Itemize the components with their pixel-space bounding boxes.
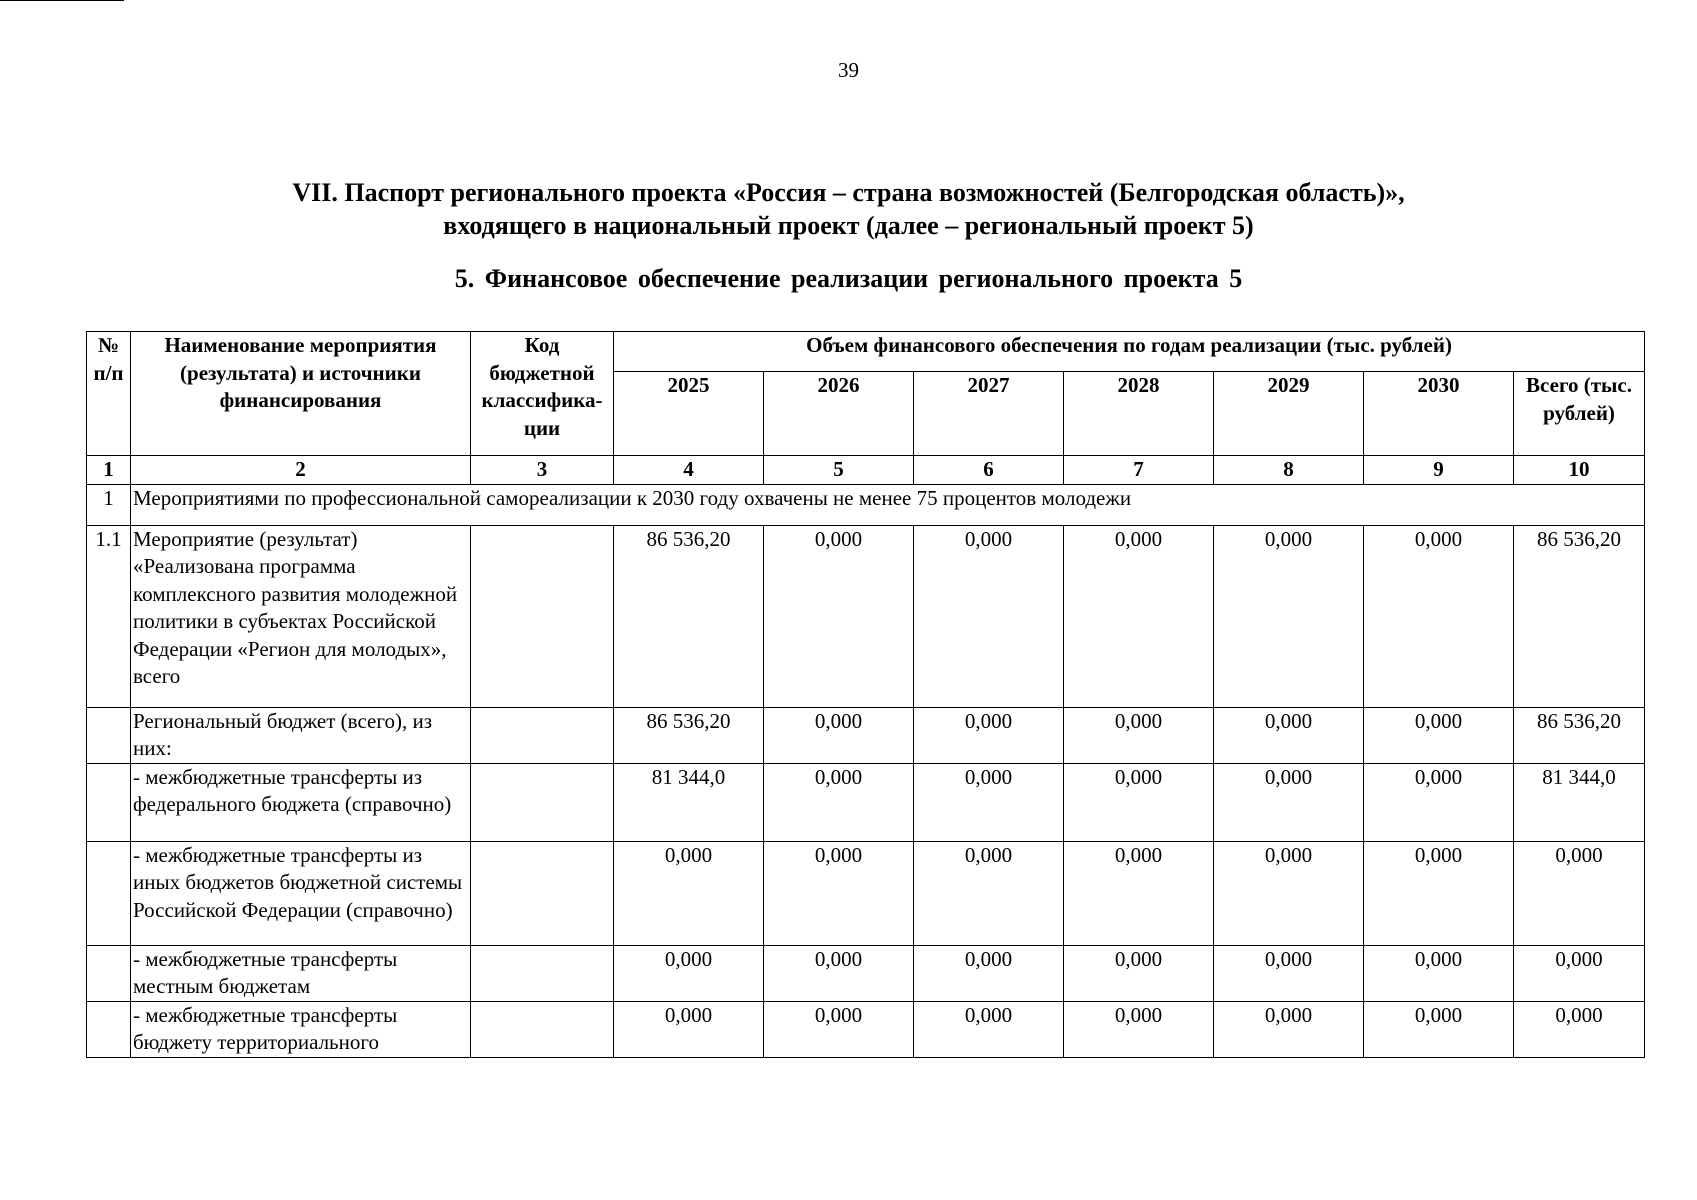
row-value: 0,000 — [914, 1001, 1064, 1057]
col-number: 3 — [471, 456, 614, 485]
row-num — [87, 945, 131, 1001]
row-value: 0,000 — [1214, 841, 1364, 945]
row-value: 0,000 — [914, 707, 1064, 763]
row-value: 0,000 — [1364, 945, 1514, 1001]
row-code — [471, 707, 614, 763]
header-num: № п/п — [87, 332, 131, 456]
title-line-1: VII. Паспорт регионального проекта «Россия – страна возможностей (Белгородская область)», — [292, 178, 1405, 207]
row-value: 0,000 — [1064, 707, 1214, 763]
row-num — [87, 707, 131, 763]
col-number: 2 — [131, 456, 471, 485]
header-year-2027: 2027 — [914, 372, 1064, 456]
col-number: 9 — [1364, 456, 1514, 485]
table-row — [87, 525, 1645, 707]
row-name: - межбюджетные трансферты местным бюджетам — [131, 945, 471, 1001]
row-value: 0,000 — [1214, 525, 1364, 707]
row-total: 81 344,0 — [1514, 763, 1645, 841]
row-value: 0,000 — [1064, 841, 1214, 945]
table-row — [87, 945, 1645, 1001]
table-row — [87, 1001, 1645, 1057]
row-value: 0,000 — [914, 841, 1064, 945]
row-value: 0,000 — [764, 525, 914, 707]
row-num — [87, 1001, 131, 1057]
row-value: 0,000 — [614, 945, 764, 1001]
row-name: - межбюджетные трансферты из федерального бюджета (справочно) — [131, 763, 471, 841]
title-line-2: входящего в национальный проект (далее – региональный проект 5) — [443, 211, 1254, 240]
top-rule — [0, 0, 124, 1]
row-value: 0,000 — [764, 841, 914, 945]
row-code — [471, 763, 614, 841]
row-num: 1.1 — [87, 525, 131, 707]
table-row — [87, 763, 1645, 841]
row-num — [87, 841, 131, 945]
header-code: Код бюджетной классифика-ции — [471, 332, 614, 456]
row-name: - межбюджетные трансферты бюджету территориального — [131, 1001, 471, 1057]
section-text: Мероприятиями по профессиональной самореализации к 2030 году охвачены не менее 75 процентов молодежи — [131, 484, 1645, 525]
header-name: Наименование мероприятия (результата) и источники финансирования — [131, 332, 471, 456]
row-total: 86 536,20 — [1514, 707, 1645, 763]
col-number: 5 — [764, 456, 914, 485]
header-volume: Объем финансового обеспечения по годам реализации (тыс. рублей) — [614, 332, 1645, 372]
row-code — [471, 841, 614, 945]
section-row — [87, 484, 1645, 525]
column-number-row — [87, 456, 1645, 485]
document-title — [0, 176, 1697, 242]
row-value: 0,000 — [614, 841, 764, 945]
row-value: 0,000 — [1364, 525, 1514, 707]
header-year-2026: 2026 — [764, 372, 914, 456]
row-num — [87, 763, 131, 841]
header-year-2028: 2028 — [1064, 372, 1214, 456]
col-number: 6 — [914, 456, 1064, 485]
row-value: 0,000 — [1064, 525, 1214, 707]
row-value: 0,000 — [1214, 707, 1364, 763]
row-value: 0,000 — [764, 707, 914, 763]
row-code — [471, 525, 614, 707]
row-name: Мероприятие (результат) «Реализована программа комплексного развития молодежной политики в субъектах Российской Федерации «Регион для молодых», всего — [131, 525, 471, 707]
row-value: 0,000 — [1064, 763, 1214, 841]
header-year-2025: 2025 — [614, 372, 764, 456]
row-value: 0,000 — [764, 945, 914, 1001]
row-value: 0,000 — [1364, 1001, 1514, 1057]
header-total: Всего (тыс. рублей) — [1514, 372, 1645, 456]
table-row — [87, 707, 1645, 763]
row-code — [471, 1001, 614, 1057]
col-number: 10 — [1514, 456, 1645, 485]
row-total: 0,000 — [1514, 945, 1645, 1001]
row-total: 0,000 — [1514, 1001, 1645, 1057]
col-number: 8 — [1214, 456, 1364, 485]
row-value: 0,000 — [914, 525, 1064, 707]
header-year-2030: 2030 — [1364, 372, 1514, 456]
col-number: 1 — [87, 456, 131, 485]
page-number: 39 — [838, 58, 859, 82]
row-total: 86 536,20 — [1514, 525, 1645, 707]
row-value: 0,000 — [764, 1001, 914, 1057]
row-name: - межбюджетные трансферты из иных бюджетов бюджетной системы Российской Федерации (справочно) — [131, 841, 471, 945]
row-value: 0,000 — [764, 763, 914, 841]
table-row — [87, 841, 1645, 945]
row-value: 0,000 — [1364, 707, 1514, 763]
row-value: 86 536,20 — [614, 707, 764, 763]
row-value: 0,000 — [1214, 945, 1364, 1001]
row-value: 0,000 — [1364, 841, 1514, 945]
row-value: 0,000 — [614, 1001, 764, 1057]
row-value: 0,000 — [914, 763, 1064, 841]
section-num: 1 — [87, 484, 131, 525]
row-name: Региональный бюджет (всего), из них: — [131, 707, 471, 763]
row-value: 0,000 — [1364, 763, 1514, 841]
col-number: 7 — [1064, 456, 1214, 485]
financing-table — [86, 331, 1645, 1058]
row-value: 81 344,0 — [614, 763, 764, 841]
row-value: 0,000 — [1064, 945, 1214, 1001]
row-code — [471, 945, 614, 1001]
row-value: 0,000 — [1214, 763, 1364, 841]
row-value: 0,000 — [1214, 1001, 1364, 1057]
row-total: 0,000 — [1514, 841, 1645, 945]
row-value: 0,000 — [1064, 1001, 1214, 1057]
row-value: 0,000 — [914, 945, 1064, 1001]
section-title: 5. Финансовое обеспечение реализации регионального проекта 5 — [454, 264, 1243, 293]
col-number: 4 — [614, 456, 764, 485]
row-value: 86 536,20 — [614, 525, 764, 707]
header-year-2029: 2029 — [1214, 372, 1364, 456]
